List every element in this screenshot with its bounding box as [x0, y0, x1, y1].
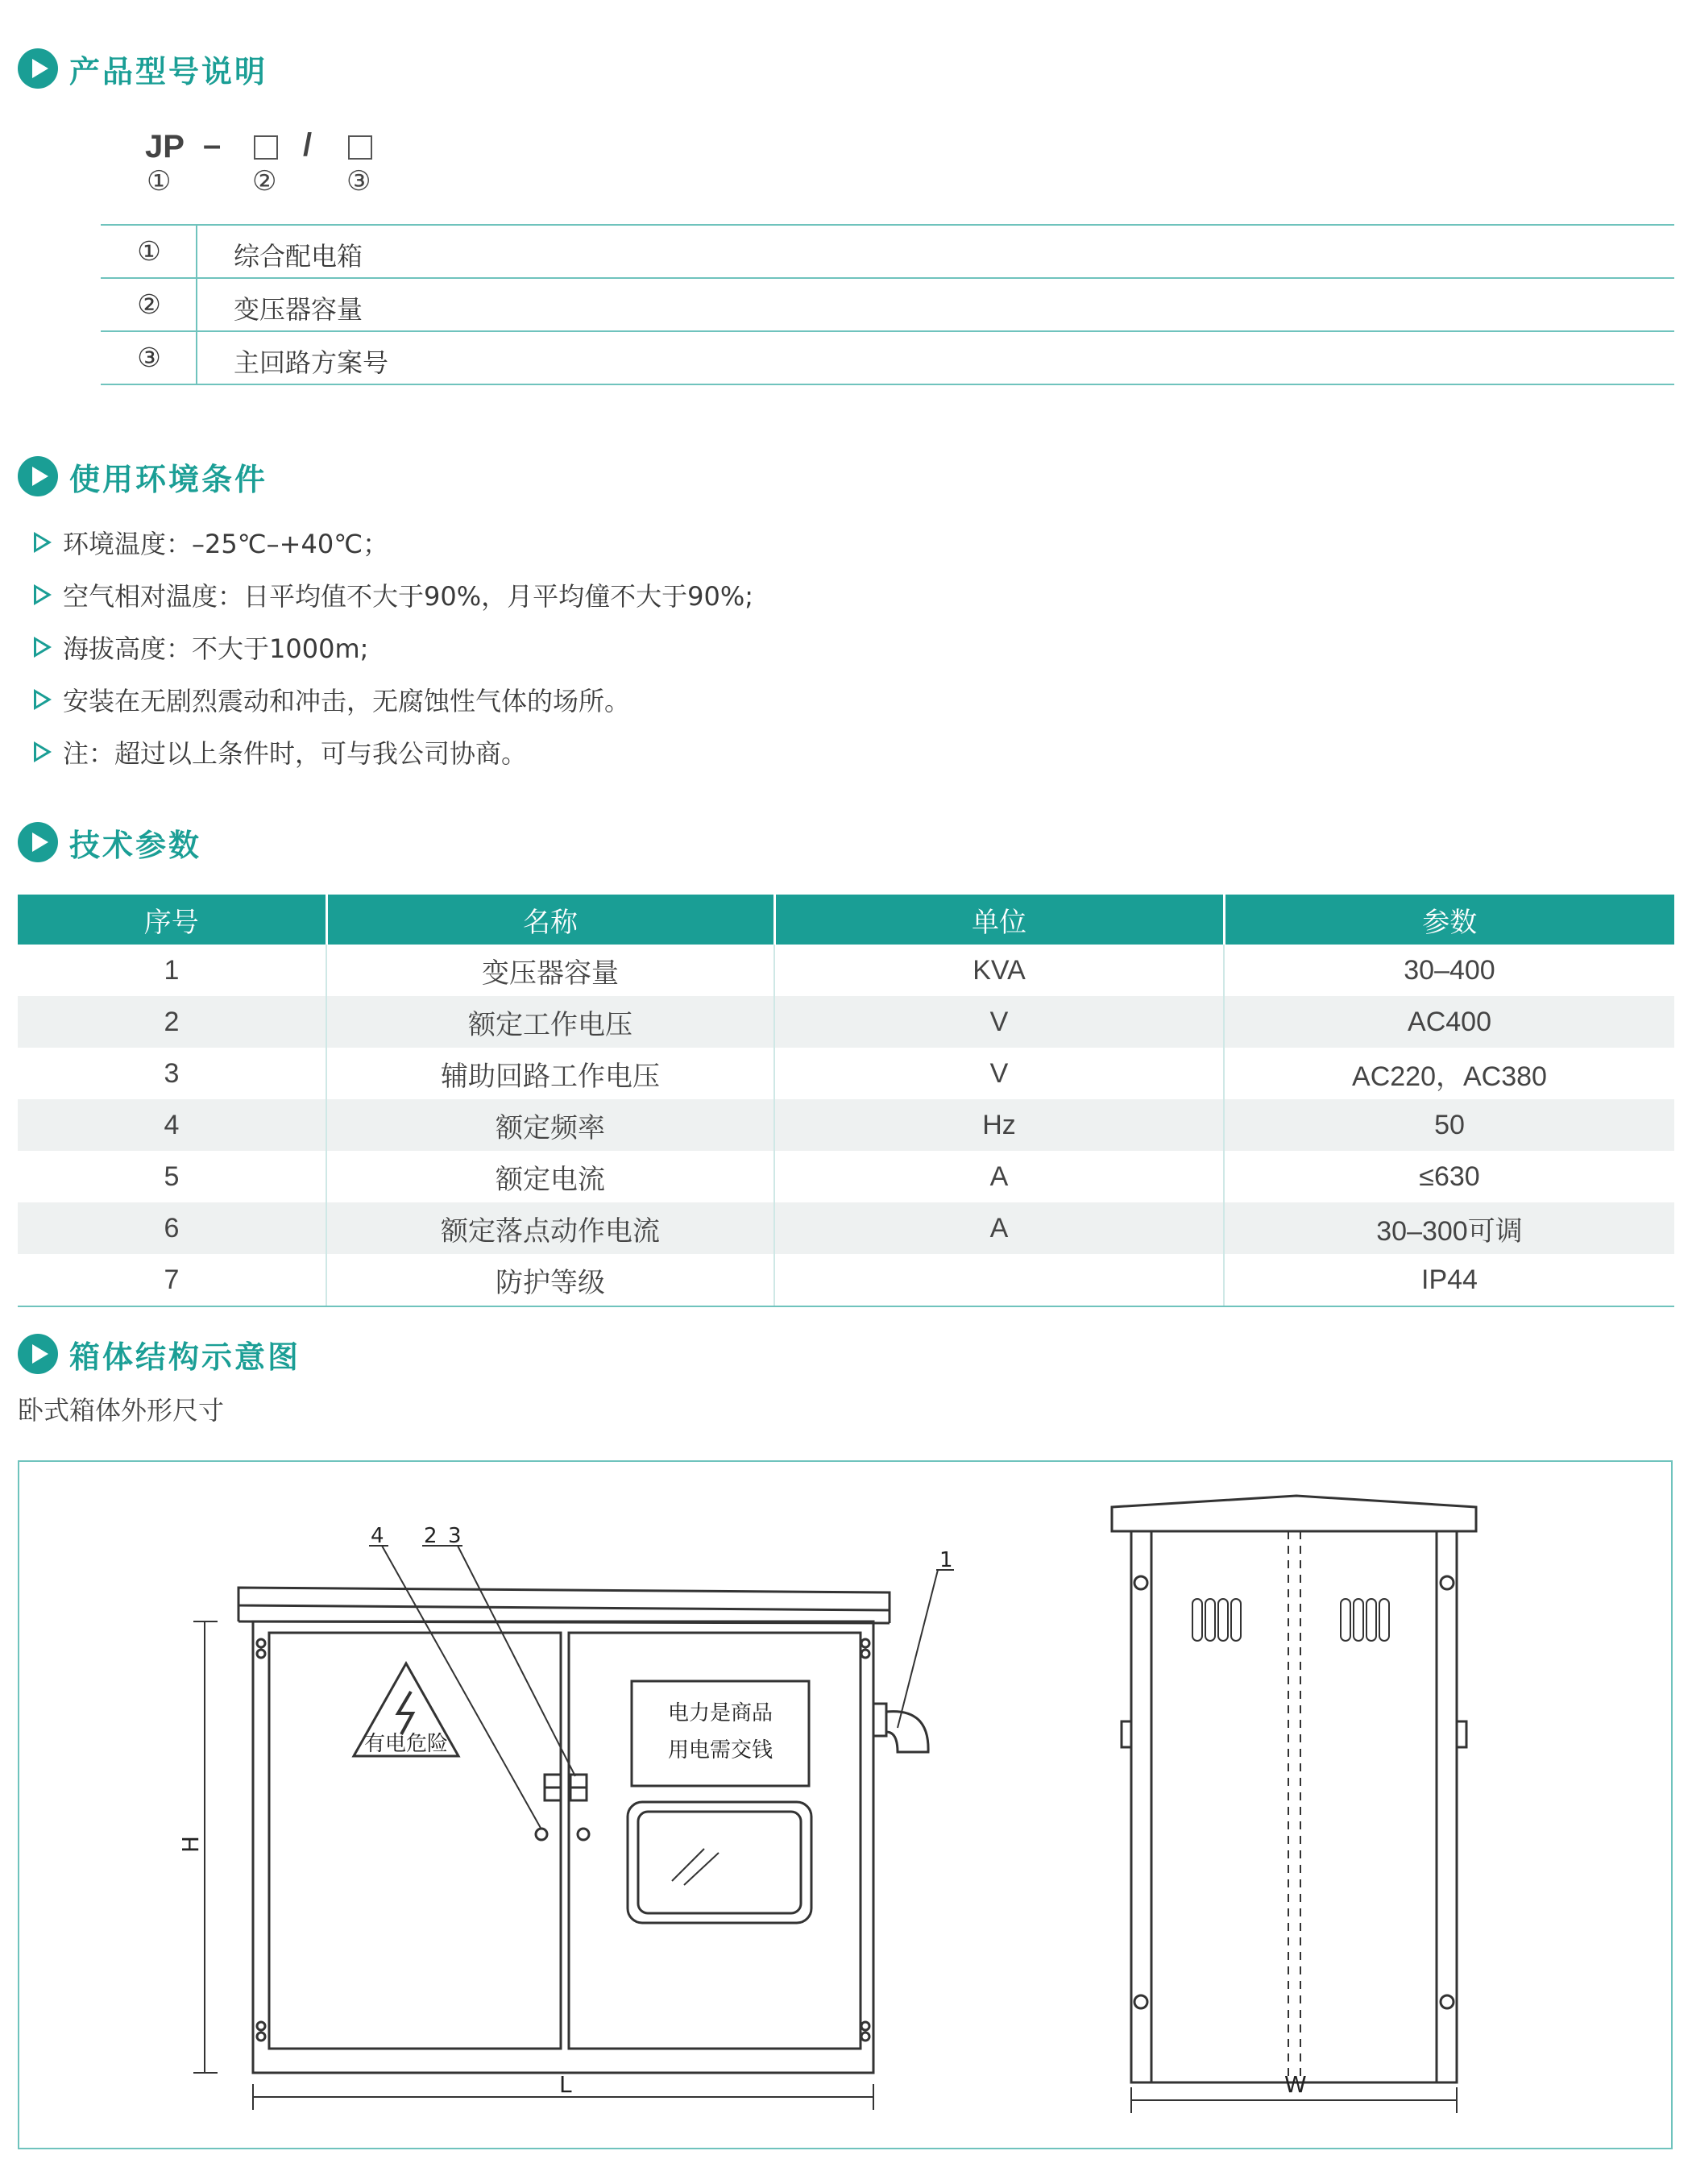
- list-item: 空气相对温度：日平均值不大于90%，月平均僮不大于90%;: [34, 576, 753, 613]
- drawing-frame: [18, 1460, 1673, 2149]
- column-header: 参数: [1224, 895, 1674, 945]
- column-header: 序号: [18, 895, 326, 945]
- front-view: [177, 1524, 954, 2110]
- cell: 防护等级: [326, 1254, 774, 1306]
- cabinet-drawing: [19, 1462, 1671, 2148]
- model-dash: –: [203, 127, 222, 163]
- cell: 30–400: [1224, 945, 1674, 996]
- table-row: [18, 1254, 1674, 1306]
- cell: 5: [164, 1161, 180, 1192]
- warning-sign-text: 有电危险: [363, 1732, 449, 1756]
- dimension-w: W: [1284, 2071, 1307, 2098]
- table-row: [18, 1048, 1674, 1099]
- callout-label: 3: [448, 1524, 462, 1548]
- dimension-l: L: [559, 2071, 572, 2098]
- model-row: [101, 224, 1674, 279]
- cell: 变压器容量: [326, 945, 774, 996]
- table-row: [18, 1099, 1674, 1151]
- cell: [774, 1254, 1224, 1306]
- cell: KVA: [774, 945, 1224, 996]
- structure-subtitle: 卧式箱体外形尺寸: [18, 1395, 225, 1426]
- list-item: 注：超过以上条件时，可与我公司协商。: [34, 733, 527, 770]
- play-icon: [18, 1334, 58, 1374]
- callout-label: 2: [424, 1524, 438, 1548]
- notice-text-line1: 电力是商品: [667, 1701, 773, 1725]
- dimension-h: H: [177, 1835, 204, 1853]
- section-title: 使用环境条件: [69, 461, 268, 497]
- cell: 额定频率: [326, 1099, 774, 1151]
- play-icon: [18, 456, 58, 496]
- table-row: [18, 1151, 1674, 1202]
- list-item: 环境温度：–25℃–+40℃；: [34, 524, 388, 561]
- section-env-header: [18, 456, 267, 496]
- row-text: 变压器容量: [234, 294, 363, 325]
- marker: ③: [346, 166, 371, 197]
- list-item: 安装在无剧烈震动和冲击，无腐蚀性气体的场所。: [34, 681, 630, 718]
- marker: ①: [147, 166, 172, 197]
- cell: V: [774, 996, 1224, 1048]
- row-number: ①: [137, 235, 161, 267]
- bullet-triangle-icon: [34, 584, 52, 605]
- cell: IP44: [1224, 1254, 1674, 1306]
- cell: 辅助回路工作电压: [326, 1048, 774, 1099]
- bullet-triangle-icon: [34, 532, 52, 553]
- callout-label: 1: [939, 1548, 953, 1572]
- bullet-triangle-icon: [34, 741, 52, 762]
- model-code: [0, 0, 1692, 210]
- side-view: [1112, 1496, 1476, 2113]
- cell: A: [774, 1202, 1224, 1254]
- cell: 3: [164, 1057, 180, 1089]
- model-slash: /: [303, 127, 313, 163]
- model-row: [101, 332, 1674, 385]
- row-number: ③: [137, 342, 161, 373]
- model-row: [101, 279, 1674, 332]
- cell: 30–300可调: [1224, 1202, 1674, 1254]
- bullet-triangle-icon: [34, 637, 52, 658]
- row-text: 综合配电箱: [234, 241, 363, 272]
- placeholder-box: [348, 135, 372, 160]
- cell: 7: [18, 1254, 326, 1306]
- cell: AC220，AC380: [1224, 1048, 1674, 1099]
- cell: 额定电流: [326, 1151, 774, 1202]
- row-number: ②: [137, 289, 161, 320]
- cell: 1: [164, 954, 180, 986]
- cell: V: [774, 1048, 1224, 1099]
- section-structure-header: [18, 1334, 301, 1374]
- cell: AC400: [1224, 996, 1674, 1048]
- cell: Hz: [774, 1099, 1224, 1151]
- section-title: 箱体结构示意图: [69, 1339, 301, 1375]
- section-title: 技术参数: [69, 827, 202, 863]
- table-header-row: [18, 895, 1674, 945]
- cell: A: [774, 1151, 1224, 1202]
- tech-table: [18, 895, 1674, 1307]
- section-title: 产品型号说明: [69, 53, 268, 89]
- table-row: [18, 1202, 1674, 1254]
- cell: 4: [18, 1099, 326, 1151]
- cell: 6: [18, 1202, 326, 1254]
- column-header: 名称: [326, 895, 774, 945]
- table-row: [18, 996, 1674, 1048]
- placeholder-box: [254, 135, 278, 160]
- row-text: 主回路方案号: [234, 347, 389, 378]
- cell: 额定工作电压: [326, 996, 774, 1048]
- play-icon: [18, 822, 58, 862]
- list-item: 海拔高度：不大于1000m;: [34, 629, 368, 666]
- marker: ②: [252, 166, 277, 197]
- notice-text-line2: 用电需交钱: [667, 1738, 773, 1763]
- model-prefix: JP: [145, 129, 185, 164]
- column-header: 单位: [774, 895, 1224, 945]
- section-tech-header: [18, 822, 201, 862]
- callout-label: 4: [371, 1524, 384, 1548]
- cell: 2: [18, 996, 326, 1048]
- cell: 额定落点动作电流: [326, 1202, 774, 1254]
- cell: 50: [1224, 1099, 1674, 1151]
- table-row: [18, 945, 1674, 996]
- model-table: [101, 224, 1674, 385]
- bullet-triangle-icon: [34, 689, 52, 710]
- cell: ≤630: [1224, 1151, 1674, 1202]
